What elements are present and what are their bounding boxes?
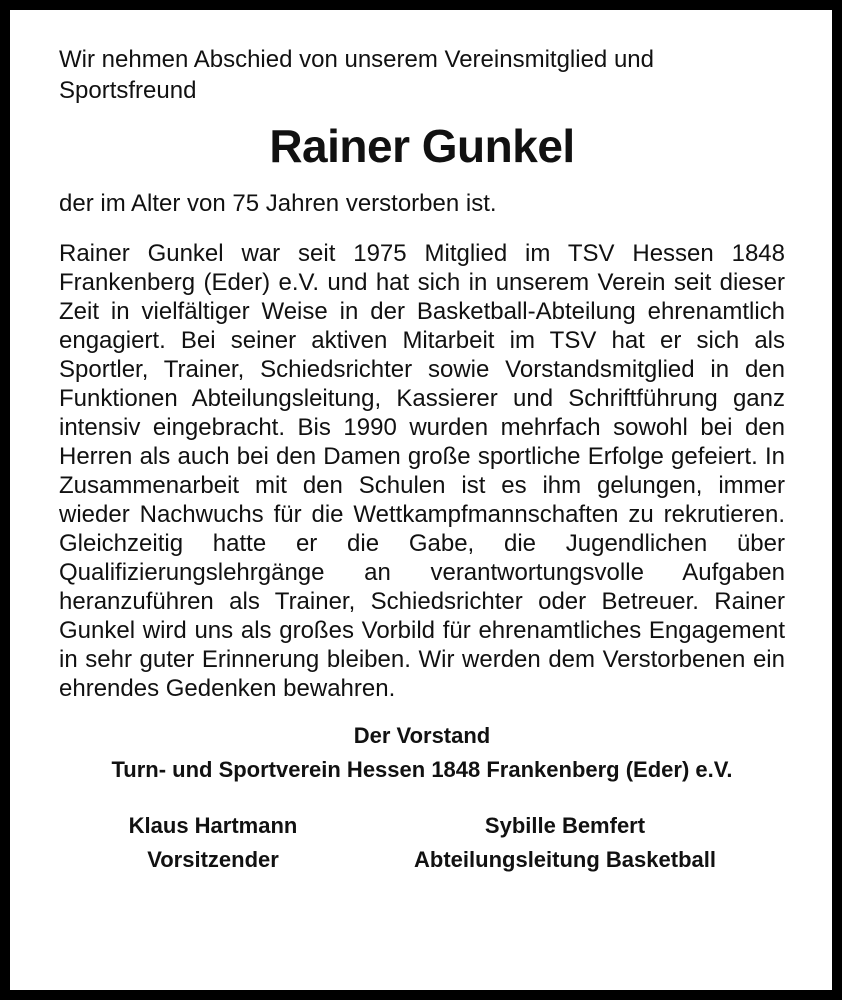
signatory-name: Sybille Bemfert [484,813,646,838]
intro-text: Wir nehmen Abschied von unserem Vereinsmitglied und Sportsfreund [59,46,654,104]
signatory-chair [83,809,343,877]
board-block [59,719,785,787]
tribute-text: Rainer Gunkel war seit 1975 Mitglied im TSV Hessen 1848 Frankenberg (Eder) e.V. und hat sich in unserem Verein seit dieser Zeit in vielfältiger Weise in der Basketball-Abteilung ehrenamtlich engagiert. Bei seiner aktiven Mitarbeit im TSV hat er sich als Sportler, Trainer, Schiedsrichter sowie Vorstandsmitglied in den Funktionen Abteilungsleitung, Kassierer und Schriftführung ganz intensiv eingebracht. Bis 1990 wurden mehrfach sowohl bei den Herren als auch bei den Damen große sportliche Erfolge gefeiert. In Zusammenarbeit mit den Schulen ist es ihm gelungen, immer wieder Nachwuchs für die Wettkampfmannschaften zu rekrutieren. Gleichzeitig hatte er die Gabe, die Jugendlichen über Qualifizierungslehrgänge an verantwortungsvolle Aufgaben heranzuführen als Trainer, Schiedsrichter oder Betreuer. Rainer Gunkel wird uns als großes Vorbild für ehrenamtliches Engagement in sehr guter Erinnerung bleiben. Wir werden dem Verstorbenen ein ehrendes Gedenken bewahren. [59,240,785,702]
obituary-notice [59,44,785,877]
signatory-role: Abteilungsleitung Basketball [414,847,716,872]
signatory-name: Klaus Hartmann [128,813,298,838]
club-name: Turn- und Sportverein Hessen 1848 Frankenberg (Eder) e.V. [111,757,733,782]
signatures [59,809,785,877]
signatory-basketball [375,809,755,877]
deceased-name: Rainer Gunkel [269,120,575,172]
board-title: Der Vorstand [353,723,491,748]
age-line: der im Alter von 75 Jahren verstorben ist. [59,190,497,217]
signatory-role: Vorsitzender [147,847,279,872]
